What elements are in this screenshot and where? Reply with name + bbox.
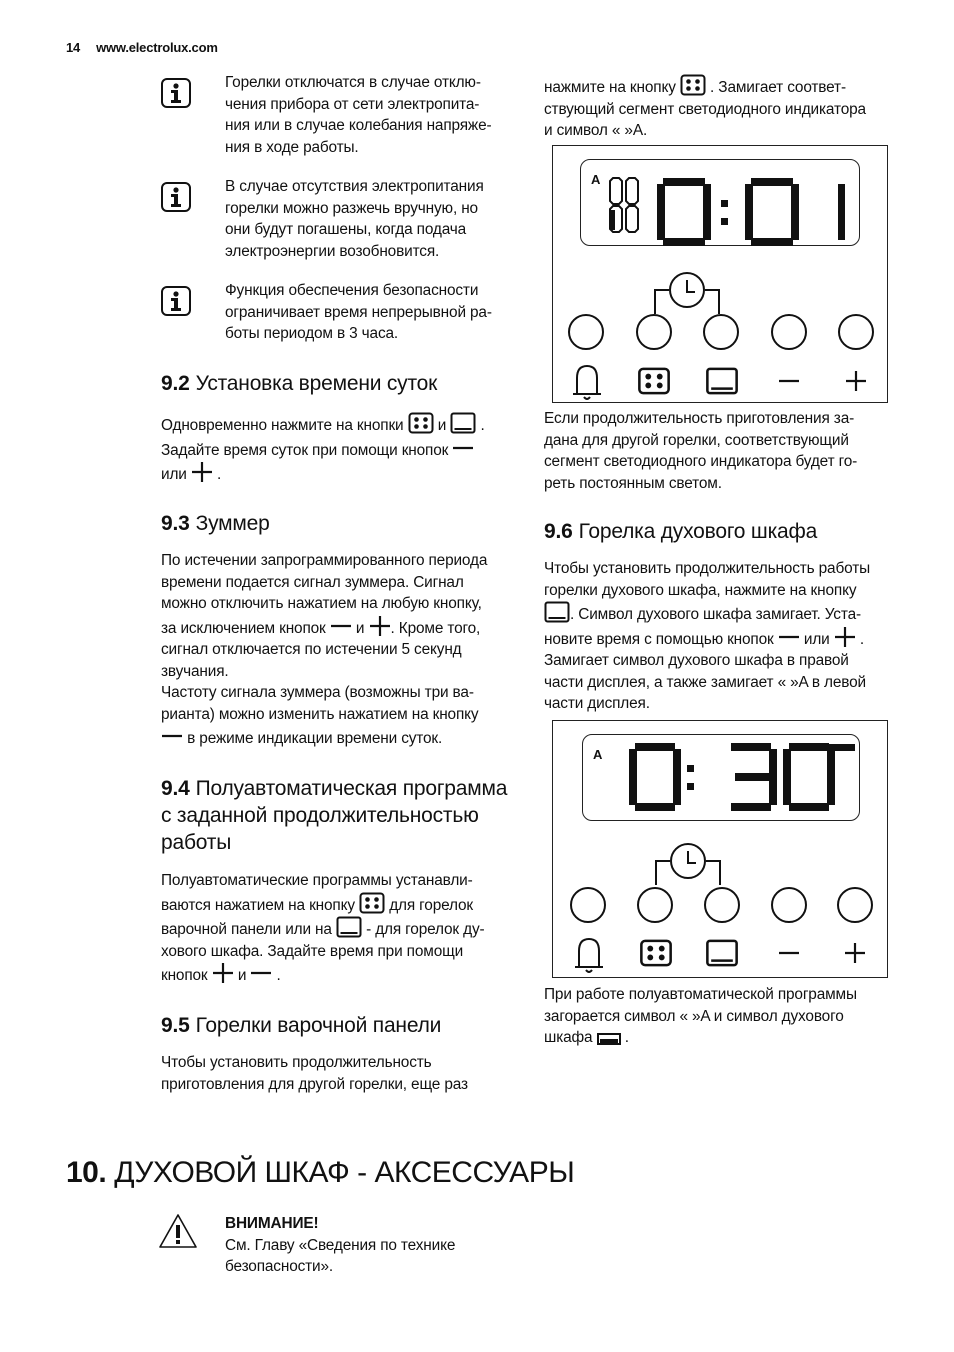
- warning-block: ВНИМАНИЕ! См. Главу «Сведения по технике безопасности».: [225, 1215, 456, 1275]
- info-note-3: Функция обеспечения безопасности ограничивает время непрерывной ра- боты периодом в 3 часа.: [225, 282, 492, 342]
- section-heading-9-5: 9.5 Горелки варочной панели: [161, 1014, 442, 1037]
- minus-icon: [778, 626, 800, 648]
- page-header: [66, 40, 218, 55]
- info-icon: [161, 286, 191, 316]
- oven-icon: [336, 916, 362, 938]
- plus-icon: [834, 626, 856, 648]
- section-heading-9-3: 9.3 Зуммер: [161, 512, 270, 535]
- panel-buttons-1: [553, 266, 887, 406]
- display-time-0-01: [581, 160, 861, 247]
- section-9-3-text: По истечении запрограммированного периода времени подается сигнал зуммера. Сигнал можно отключить нажатием на любую кнопку, за исключением кнопок и . Кроме того, сигнал отключается по истечении 5 секунд звучания. Частоту сигнала зуммера (возможны три ва- рианта) можно изменить нажатием на кнопку в режиме индикации времени суток.: [161, 552, 488, 747]
- panel-1-caption: Если продолжительность приготовления за- дана для другой горелки, соответствующий сегмент светодиодного индикатора будет го- реть постоянным светом.: [544, 410, 858, 492]
- hob-icon: [408, 412, 434, 434]
- control-panel-1: [552, 145, 888, 403]
- minus-icon: [161, 725, 183, 747]
- plus-icon: [212, 962, 234, 984]
- oven-symbol-icon: [597, 1032, 621, 1046]
- site-url: www.electrolux.com: [96, 40, 218, 55]
- warning-icon: [158, 1213, 198, 1249]
- info-icon: [161, 182, 191, 212]
- oven-icon: [450, 412, 476, 434]
- control-panel-2: [552, 720, 888, 978]
- page-number: 14: [66, 40, 81, 55]
- warning-title: ВНИМАНИЕ!: [225, 1215, 319, 1232]
- section-heading-9-4: 9.4 Полуавтоматическая программа с заданной продолжительностью работы: [161, 777, 508, 854]
- lcd-display-2: [582, 734, 860, 821]
- minus-icon: [250, 962, 272, 984]
- info-note-2: В случае отсутствия электропитания горелки можно разжечь вручную, но они будут погашены, когда подача электроэнергии возобновится.: [225, 178, 484, 260]
- hob-icon: [359, 892, 385, 914]
- section-9-4-text: Полуавтоматические программы устанавли- ваются нажатием на кнопку для горелок варочной панели или на - для горелок ду- хового шкафа. Задайте время при помощи кнопок и .: [161, 872, 485, 984]
- section-heading-9-6: 9.6 Горелка духового шкафа: [544, 520, 818, 543]
- section-9-5-text: Чтобы установить продолжительность приготовления для другой горелки, еще раз: [161, 1054, 468, 1093]
- display-indicator: A: [593, 747, 603, 762]
- minus-icon: [452, 437, 474, 459]
- display-time-0-30: [583, 735, 861, 822]
- oven-icon: [544, 601, 570, 623]
- info-icon: [161, 78, 191, 108]
- display-indicator: A: [591, 172, 601, 187]
- section-9-2-text: Одновременно нажмите на кнопки и . Задайте время суток при помощи кнопок или .: [161, 412, 531, 486]
- hob-icon: [680, 74, 706, 96]
- panel-buttons-2: [553, 841, 887, 981]
- section-heading-9-2: 9.2 Установка времени суток: [161, 372, 438, 395]
- info-note-1: Горелки отключатся в случае отклю- чения прибора от сети электропита- ния или в случае колебания напряже- ния в ходе работы.: [225, 74, 492, 156]
- section-9-5-continued: нажмите на кнопку . Замигает соответ- ствующий сегмент светодиодного индикатора и символ « »A.: [544, 74, 904, 142]
- plus-icon: [191, 461, 213, 483]
- chapter-heading-10: 10. ДУХОВОЙ ШКАФ - АКСЕССУАРЫ: [66, 1156, 575, 1189]
- lcd-display-1: [580, 159, 860, 246]
- panel-2-caption: При работе полуавтоматической программы загорается символ « »A и символ духового шкафа .: [544, 986, 857, 1046]
- section-9-6-text: Чтобы установить продолжительность работы горелки духового шкафа, нажмите на кнопку . Символ духового шкафа замигает. Уста- новите время с помощью кнопок или . Замигает символ духового шкафа в правой части дисплея, а также замигает « »A в левой части дисплея.: [544, 560, 871, 712]
- minus-icon: [330, 615, 352, 637]
- plus-icon: [369, 615, 391, 637]
